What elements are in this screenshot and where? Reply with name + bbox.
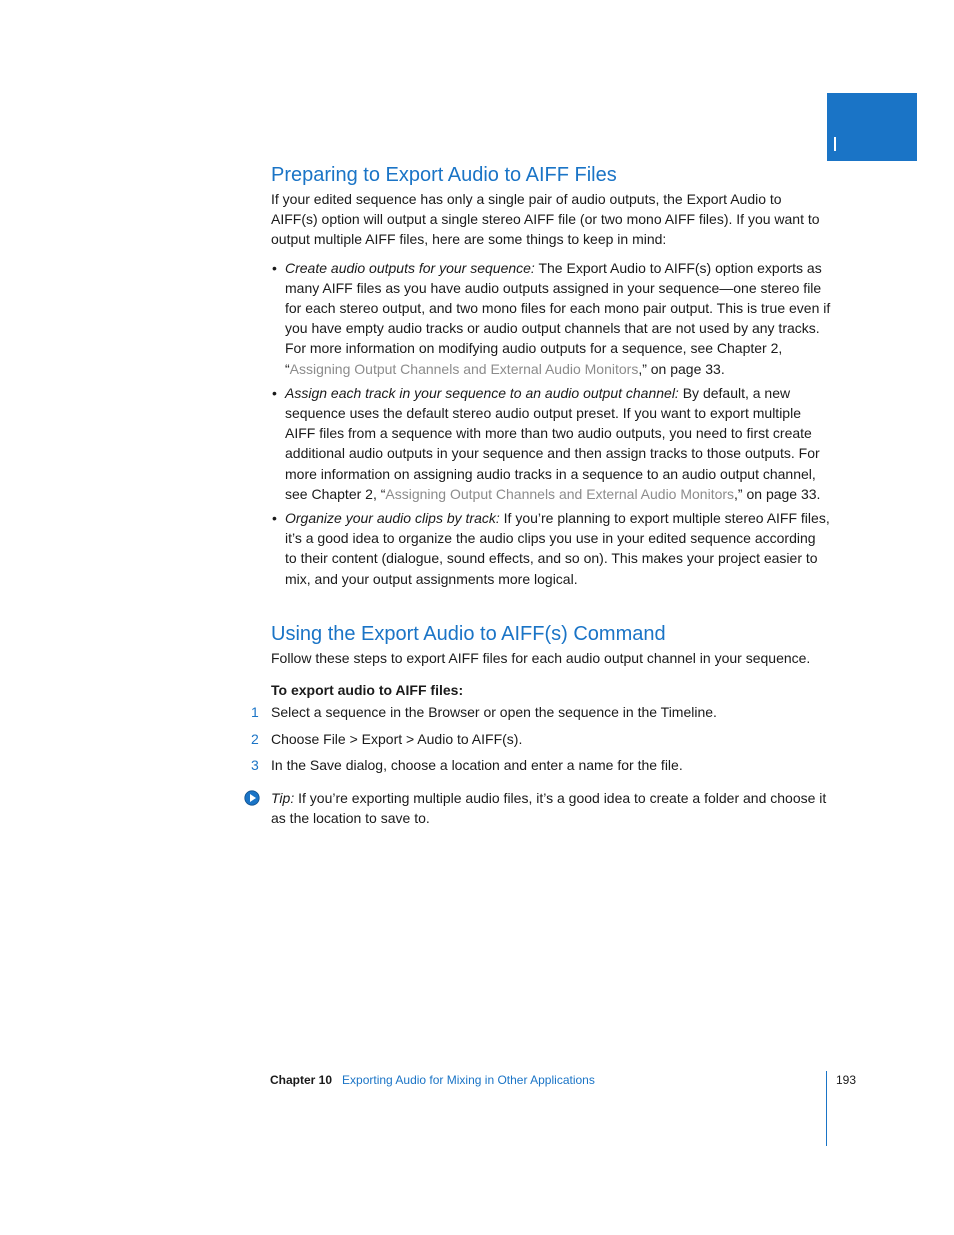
page-number: 193 xyxy=(836,1073,857,1087)
cross-reference-link[interactable]: Assigning Output Channels and External Audio Monitors xyxy=(289,360,639,377)
section2-title: Using the Export Audio to AIFF(s) Command xyxy=(271,622,666,645)
tip-paragraph xyxy=(271,788,831,828)
step-number: 3 xyxy=(251,757,259,774)
step-item xyxy=(251,729,831,749)
bullet-after: ,” on page 33. xyxy=(734,485,821,502)
step-number: 2 xyxy=(251,730,259,747)
bullet-text: By default, a new sequence uses the default stereo audio output preset. If you want to export multiple AIFF files from a sequence with more than two audio outputs, you need to first create additional audio outputs in your sequence and then assign tracks to those outputs. For more information on assigning audio tracks in a sequence to an audio output channel, see Chapter 2, “ xyxy=(285,384,820,502)
bullet-after: ,” on page 33. xyxy=(638,360,725,377)
step-text: In the Save dialog, choose a location and enter a name for the file. xyxy=(271,757,683,774)
cross-reference-link[interactable]: Assigning Output Channels and External Audio Monitors xyxy=(385,485,735,502)
footer-chapter: Chapter 10 xyxy=(270,1073,333,1087)
section1-title: Preparing to Export Audio to AIFF Files xyxy=(271,164,617,186)
bullet-text: The Export Audio to AIFF(s) option exports as many AIFF files as you have audio outputs assigned in your sequence—one stereo file for each stereo output, and two mono files for each mono pair output. This is true even if you have empty audio tracks or audio output channels that are not used by any tracks. For more information on modifying audio outputs for a sequence, see Chapter 2, “ xyxy=(285,259,831,377)
list-item xyxy=(271,508,831,589)
bullet-icon: • xyxy=(272,259,277,276)
footer-chapter-title: Exporting Audio for Mixing in Other Applications xyxy=(342,1073,595,1087)
section2-intro: Follow these steps to export AIFF files for each audio output channel in your sequence. xyxy=(271,649,811,666)
bullet-lead: Organize your audio clips by track: xyxy=(285,510,500,527)
section2 xyxy=(251,621,831,828)
bullet-text: If you’re planning to export multiple stereo AIFF files, it’s a good idea to organize the audio clips you use in your edited sequence according to their content (dialogue, sound effects, and so on). This makes your project easier to mix, and your output assignments more logical. xyxy=(285,510,830,587)
chapter-tab xyxy=(827,93,917,161)
footer-divider xyxy=(826,1071,827,1146)
section1-intro: If your edited sequence has only a single pair of audio outputs, the Export Audio to AIFF(s) option will output a single stereo AIFF file (or two mono AIFF files). If you want to output multiple AIFF files, here are some things to keep in mind: xyxy=(271,191,820,248)
bullet-lead: Assign each track in your sequence to an audio output channel: xyxy=(285,384,679,401)
step-text: Choose File > Export > Audio to AIFF(s). xyxy=(271,730,523,747)
bullet-icon: • xyxy=(272,510,277,527)
step-text: Select a sequence in the Browser or open the sequence in the Timeline. xyxy=(271,704,717,721)
tip-arrow-icon xyxy=(244,790,260,806)
bullet-lead: Create audio outputs for your sequence: xyxy=(285,259,535,276)
step-item xyxy=(251,755,831,775)
page-footer xyxy=(270,1072,595,1088)
chapter-tab-mark xyxy=(834,137,836,151)
step-item xyxy=(251,702,831,722)
section1-bullets xyxy=(271,258,831,589)
page-content xyxy=(251,162,831,828)
tip-text: If you’re exporting multiple audio files, it’s a good idea to create a folder and choose it as the location to save to. xyxy=(271,789,827,826)
tip-label: Tip: xyxy=(271,789,295,806)
steps-list xyxy=(251,702,831,776)
bullet-icon: • xyxy=(272,384,277,401)
steps-title: To export audio to AIFF files: xyxy=(271,682,464,699)
step-number: 1 xyxy=(251,704,259,721)
list-item xyxy=(271,258,831,379)
list-item xyxy=(271,383,831,504)
